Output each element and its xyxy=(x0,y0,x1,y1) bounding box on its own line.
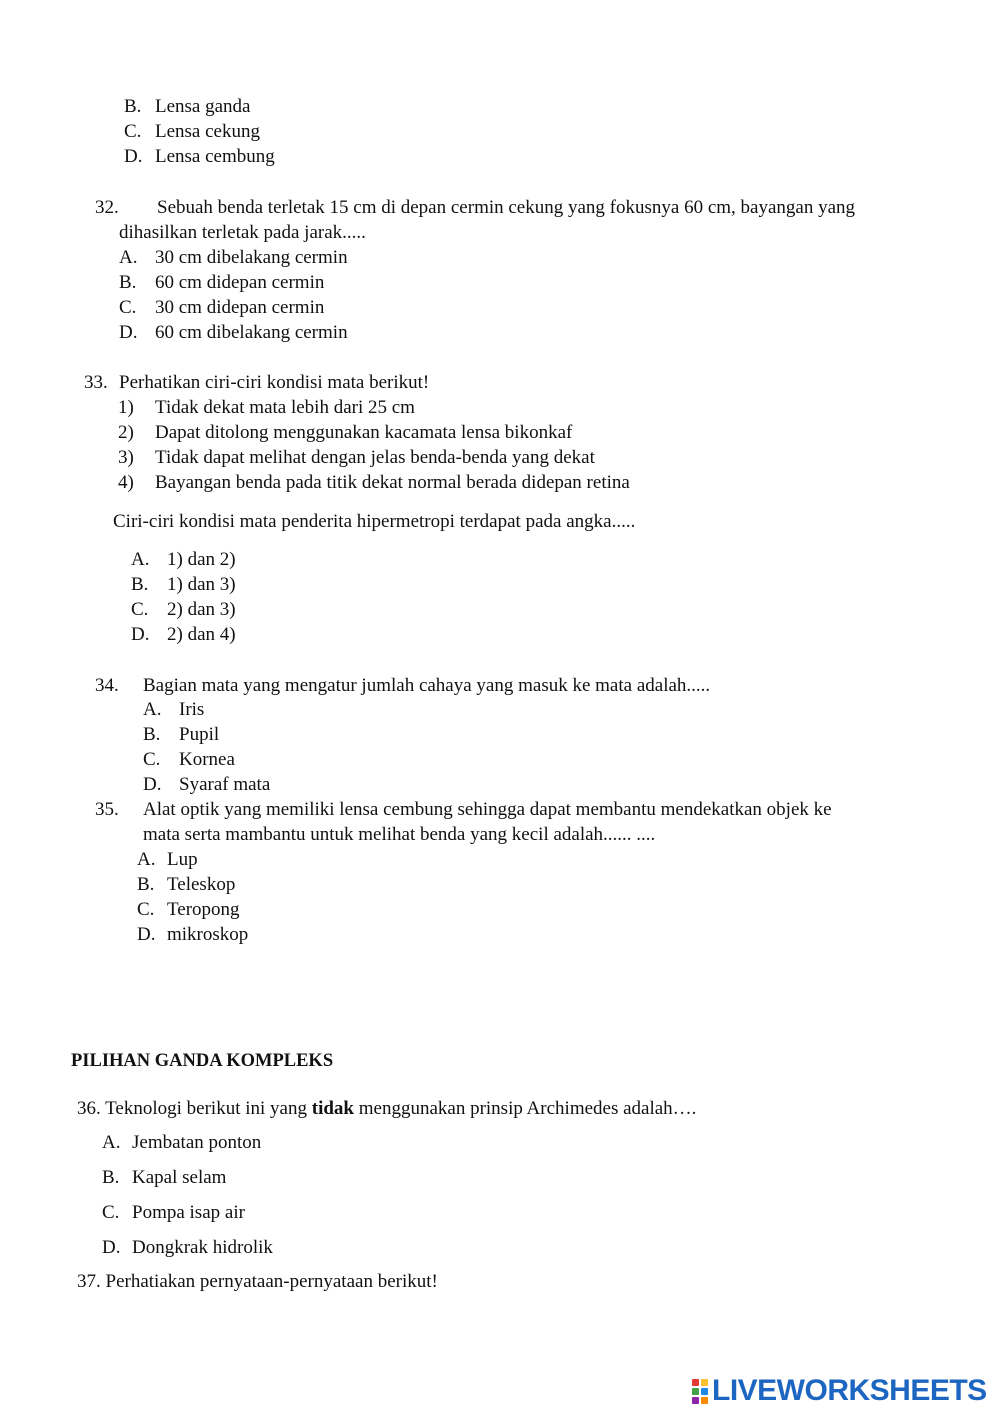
question-stem: 37. Perhatiakan pernyataan-pernyataan berikut! xyxy=(77,1271,438,1292)
section-heading: PILIHAN GANDA KOMPLEKS xyxy=(71,1051,334,1071)
option-letter: B. xyxy=(119,272,137,293)
option-text: Teleskop xyxy=(167,874,236,895)
question-number: 32. xyxy=(95,197,119,218)
option-letter: C. xyxy=(137,899,155,920)
option-letter: C. xyxy=(143,749,161,770)
option-text: 30 cm didepan cermin xyxy=(155,297,325,318)
logo-square xyxy=(701,1397,708,1404)
option-text: Lup xyxy=(167,849,198,870)
statement-number: 1) xyxy=(118,397,134,418)
option-letter: A. xyxy=(131,549,150,570)
question-stem: Bagian mata yang mengatur jumlah cahaya yang masuk ke mata adalah..... xyxy=(143,675,711,696)
option-letter: C. xyxy=(131,599,149,620)
option-text: 60 cm didepan cermin xyxy=(155,272,325,293)
option-text: 1) dan 3) xyxy=(167,574,236,595)
question-stem-continued: mata serta mambantu untuk melihat benda yang kecil adalah...... .... xyxy=(143,824,656,845)
option-text: Pompa isap air xyxy=(132,1202,245,1223)
question-stem xyxy=(77,1097,696,1121)
logo-square xyxy=(701,1379,708,1386)
option-letter: C. xyxy=(124,121,142,142)
statement-number: 3) xyxy=(118,447,134,468)
statement-text: Tidak dekat mata lebih dari 25 cm xyxy=(155,397,415,418)
logo-square xyxy=(701,1388,708,1395)
option-letter: B. xyxy=(137,874,155,895)
option-text: Kornea xyxy=(179,749,235,770)
option-text: 2) dan 3) xyxy=(167,599,236,620)
question-stem: Sebuah benda terletak 15 cm di depan cermin cekung yang fokusnya 60 cm, bayangan yang xyxy=(157,197,856,218)
question-number: 35. xyxy=(95,799,119,820)
question-stem-continued: dihasilkan terletak pada jarak..... xyxy=(119,222,366,243)
option-text: 60 cm dibelakang cermin xyxy=(155,322,348,343)
question-stem: Alat optik yang memiliki lensa cembung sehingga dapat membantu mendekatkan objek ke xyxy=(143,799,832,820)
option-letter: B. xyxy=(143,724,161,745)
question-prompt: Ciri-ciri kondisi mata penderita hipermetropi terdapat pada angka..... xyxy=(113,511,636,532)
option-letter: D. xyxy=(143,774,162,795)
option-letter: D. xyxy=(131,624,150,645)
liveworksheets-logo-icon xyxy=(692,1379,708,1404)
option-letter: A. xyxy=(102,1132,121,1153)
statement-text: Bayangan benda pada titik dekat normal berada didepan retina xyxy=(155,472,630,493)
question-stem: Perhatikan ciri-ciri kondisi mata berikut! xyxy=(119,372,430,393)
option-text: Jembatan ponton xyxy=(132,1132,262,1153)
option-text: Kapal selam xyxy=(132,1167,227,1188)
option-letter: B. xyxy=(124,96,142,117)
logo-square xyxy=(692,1379,699,1386)
option-text: Lensa cekung xyxy=(155,121,260,142)
option-text: Pupil xyxy=(179,724,220,745)
option-text: Lensa cembung xyxy=(155,146,275,167)
liveworksheets-logo-text: LIVEWORKSHEETS xyxy=(712,1374,987,1407)
option-letter: D. xyxy=(124,146,143,167)
option-letter: D. xyxy=(137,924,156,945)
option-text: Lensa ganda xyxy=(155,96,251,117)
logo-square xyxy=(692,1397,699,1404)
statement-text: Dapat ditolong menggunakan kacamata lensa bikonkaf xyxy=(155,422,573,443)
liveworksheets-logo xyxy=(692,1372,992,1410)
statement-text: Tidak dapat melihat dengan jelas benda-benda yang dekat xyxy=(155,447,595,468)
option-letter: C. xyxy=(119,297,137,318)
statement-number: 2) xyxy=(118,422,134,443)
option-text: Teropong xyxy=(167,899,240,920)
option-letter: D. xyxy=(102,1237,121,1258)
option-letter: A. xyxy=(143,699,162,720)
option-text: Syaraf mata xyxy=(179,774,271,795)
question-number: 34. xyxy=(95,675,119,696)
question-number: 33. xyxy=(84,372,108,393)
option-text: 30 cm dibelakang cermin xyxy=(155,247,348,268)
option-text: Iris xyxy=(179,699,205,720)
option-letter: A. xyxy=(119,247,138,268)
question-stem-suffix: menggunakan prinsip Archimedes adalah…. xyxy=(354,1098,697,1119)
question-stem-emphasis: tidak xyxy=(311,1098,354,1119)
option-letter: B. xyxy=(102,1167,120,1188)
option-letter: B. xyxy=(131,574,149,595)
option-letter: A. xyxy=(137,849,156,870)
option-letter: D. xyxy=(119,322,138,343)
option-text: 2) dan 4) xyxy=(167,624,236,645)
question-stem-prefix: 36. Teknologi berikut ini yang xyxy=(77,1098,312,1119)
option-text: 1) dan 2) xyxy=(167,549,236,570)
statement-number: 4) xyxy=(118,472,134,493)
option-text: mikroskop xyxy=(167,924,249,945)
option-letter: C. xyxy=(102,1202,120,1223)
logo-square xyxy=(692,1388,699,1395)
option-text: Dongkrak hidrolik xyxy=(132,1237,273,1258)
